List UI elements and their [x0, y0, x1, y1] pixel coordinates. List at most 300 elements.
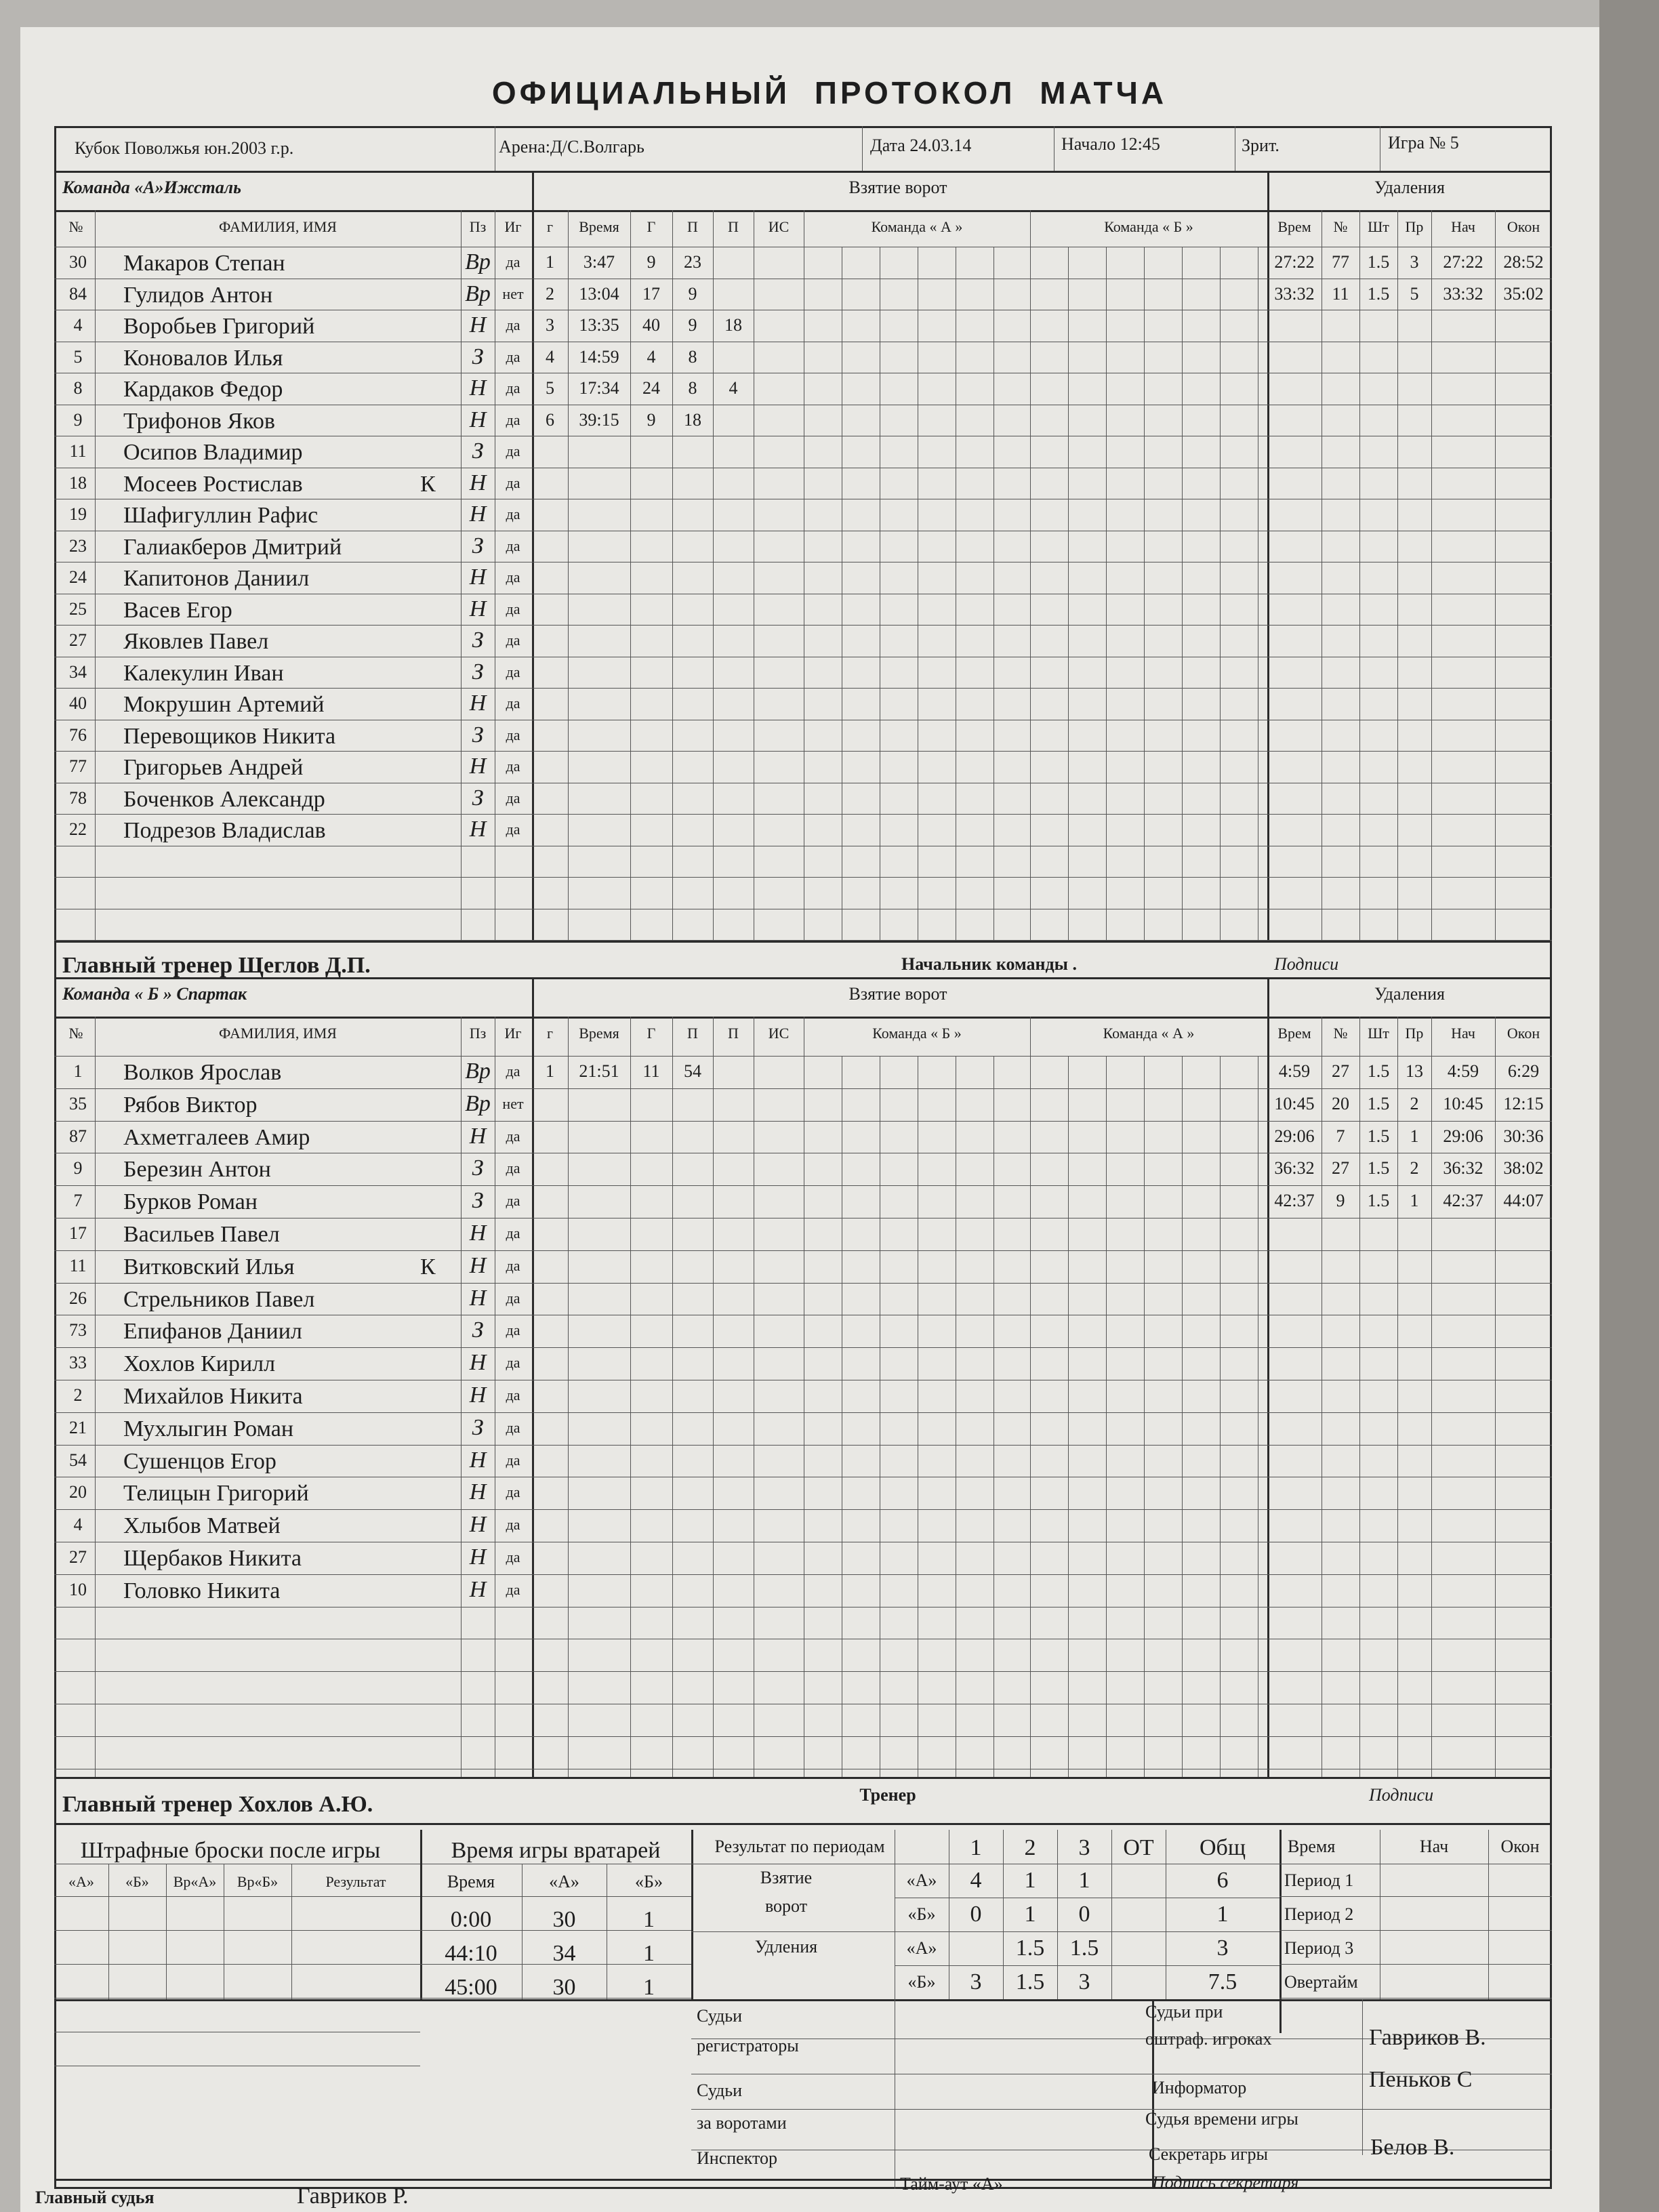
results-team-mark: «А»	[906, 1870, 937, 1890]
column-line	[1068, 1056, 1069, 1777]
officials-secretary-label: Секретарь игры	[1149, 2144, 1268, 2164]
results-goals-label: Взятие	[760, 1868, 813, 1887]
team-b-penalty-cell: 27	[1332, 1061, 1349, 1081]
rule-line	[420, 1964, 691, 1965]
officials-inspector-label: Инспектор	[697, 2148, 777, 2168]
rule-line	[54, 1823, 1552, 1825]
timeout-a-label: Тайм-аут «А»	[900, 2174, 1003, 2194]
officials-informer-label: Информатор	[1152, 2078, 1247, 2097]
column-line	[1111, 1830, 1112, 1999]
team-a-goal-cell: 9	[647, 409, 656, 430]
column-header-first-team: Команда « А »	[871, 218, 963, 235]
rule-line	[1279, 1930, 1552, 1931]
column-line	[532, 977, 534, 1777]
rule-line	[1279, 1896, 1552, 1897]
team-a-player-name: Галиакберов Дмитрий	[123, 534, 342, 560]
team-a-penalty-cell: 11	[1332, 283, 1349, 304]
results-value: 4	[970, 1868, 982, 1893]
team-b-player-name: Епифанов Даниил	[123, 1319, 302, 1345]
officials-secretary-name: Белов В.	[1370, 2135, 1455, 2160]
officials-time-judge-label: Судья времени игры	[1145, 2109, 1298, 2129]
period-row-label: Период 1	[1284, 1870, 1354, 1890]
results-value: 1.5	[1015, 1969, 1045, 1994]
team-a-goal-cell: 5	[546, 378, 554, 398]
team-a-penalty-cell: 35:02	[1503, 283, 1544, 304]
team-a-player-number: 11	[69, 441, 87, 461]
team-b-penalty-cell: 1.5	[1367, 1061, 1390, 1081]
column-line	[1106, 1056, 1107, 1777]
team-a-penalty-cell: 5	[1410, 283, 1419, 304]
team-b-player-played: да	[506, 1160, 520, 1177]
rule-line	[54, 1445, 1552, 1446]
team-b-penalties-title: Удаления	[1374, 984, 1446, 1004]
rule-line	[54, 1574, 1552, 1575]
team-b-player-position: Н	[469, 1285, 487, 1311]
results-value: 3	[970, 1969, 982, 1994]
date-label: Дата 24.03.14	[870, 136, 972, 155]
team-a-coach: Главный тренер Щеглов Д.П.	[62, 953, 371, 978]
column-header-goal-5: ИС	[768, 1025, 790, 1042]
team-a-goal-cell: 8	[688, 346, 697, 367]
team-a-penalty-cell: 3	[1410, 252, 1419, 272]
column-header-penalty-4: Нач	[1451, 1025, 1475, 1042]
team-a-player-played: да	[506, 695, 520, 712]
team-a-goal-cell: 17:34	[579, 378, 619, 398]
goalie-time-cell: 34	[552, 1941, 576, 1966]
rule-line	[420, 1930, 691, 1931]
team-a-player-name: Капитонов Даниил	[123, 566, 310, 591]
rule-line	[691, 1999, 1552, 2001]
column-header-goal-5: ИС	[768, 218, 790, 235]
team-a-player-position: З	[472, 344, 484, 369]
column-header-name: ФАМИЛИЯ, ИМЯ	[219, 218, 337, 235]
team-b-player-name: Мухлыгин Роман	[123, 1416, 294, 1441]
team-b-player-played: да	[506, 1289, 520, 1307]
team-a-goal-cell: 39:15	[579, 409, 619, 430]
team-a-player-name: Калекулин Иван	[123, 660, 284, 686]
column-header-penalty-3: Пр	[1405, 218, 1424, 235]
column-header-goal-0: г	[546, 218, 554, 235]
rule-line	[54, 1185, 1552, 1186]
main-judge-name: Гавриков Р.	[297, 2184, 409, 2209]
team-b-player-played: да	[506, 1387, 520, 1404]
rule-line	[54, 1347, 1552, 1348]
team-b-penalty-cell: 27	[1332, 1158, 1349, 1179]
officials-informer-name: Пеньков С	[1369, 2067, 1473, 2092]
rule-line	[54, 1896, 691, 1897]
column-line	[1488, 1830, 1489, 1999]
team-a-player-position: Н	[469, 375, 487, 401]
team-b-penalty-cell: 36:32	[1274, 1158, 1315, 1179]
column-line	[672, 1017, 673, 1777]
start-time-label: Начало 12:45	[1061, 134, 1160, 154]
goalie-time-cell: 44:10	[445, 1941, 497, 1966]
rule-line	[54, 1930, 420, 1931]
team-a-player-number: 23	[69, 535, 87, 556]
team-b-player-position: Н	[469, 1221, 487, 1246]
rule-line	[420, 1998, 691, 1999]
results-value: 0	[970, 1902, 982, 1927]
team-a-player-name: Осипов Владимир	[123, 440, 303, 465]
results-value: 6	[1216, 1868, 1229, 1893]
officials-box-judges-name: Гавриков В.	[1369, 2025, 1486, 2050]
rule-line	[54, 1998, 420, 1999]
team-a-captain-mark: К	[420, 471, 436, 497]
rule-line	[54, 1736, 1552, 1737]
team-b-penalty-cell: 1.5	[1367, 1093, 1390, 1113]
column-header-goal-0: г	[546, 1025, 554, 1042]
team-a-goal-cell: 18	[724, 315, 742, 335]
team-a-player-played: да	[506, 600, 520, 617]
team-b-penalty-cell: 44:07	[1503, 1191, 1544, 1211]
team-b-player-position: Вр	[465, 1059, 491, 1084]
team-b-penalty-cell: 42:37	[1443, 1191, 1483, 1211]
team-a-goal-cell: 9	[688, 283, 697, 304]
team-b-player-name: Телицын Григорий	[123, 1481, 309, 1507]
team-b-goal-cell: 1	[546, 1061, 554, 1081]
team-a-goal-cell: 17	[642, 283, 660, 304]
team-a-goal-cell: 23	[684, 252, 701, 272]
team-b-penalty-cell: 13	[1406, 1061, 1423, 1081]
team-b-player-played: да	[506, 1580, 520, 1598]
periods-column-header: Нач	[1419, 1837, 1449, 1856]
team-a-player-number: 76	[69, 724, 87, 745]
arena-label: Арена:Д/С.Волгарь	[499, 137, 644, 157]
team-a-penalty-cell: 1.5	[1367, 252, 1390, 272]
team-a-player-name: Боченков Александр	[123, 786, 325, 812]
results-value: 1.5	[1015, 1936, 1045, 1961]
team-b-penalty-cell: 1.5	[1367, 1158, 1390, 1179]
team-b-player-played: да	[506, 1192, 520, 1210]
team-b-player-name: Головко Никита	[123, 1578, 281, 1603]
officials-goal-judges-label: за воротами	[697, 2113, 787, 2133]
column-line	[713, 1017, 714, 1777]
team-b-player-name: Бурков Роман	[123, 1189, 258, 1215]
team-b-player-number: 21	[69, 1417, 87, 1437]
team-a-player-name: Трифонов Яков	[123, 408, 275, 434]
shootout-title: Штрафные броски после игры	[80, 1838, 381, 1863]
team-a-player-played: да	[506, 474, 520, 491]
team-b-player-name: Михайлов Никита	[123, 1384, 303, 1409]
team-b-goal-cell: 11	[642, 1061, 660, 1081]
rule-line	[895, 1965, 1279, 1966]
team-a-player-played: да	[506, 758, 520, 775]
goalie-time-cell: 1	[643, 1907, 655, 1932]
column-line	[630, 1017, 631, 1777]
team-a-player-name: Воробьев Григорий	[123, 314, 315, 339]
officials-reg-judges-label: регистраторы	[697, 2036, 799, 2055]
team-b-player-number: 54	[69, 1450, 87, 1470]
team-a-player-number: 5	[73, 346, 83, 367]
team-b-player-number: 73	[69, 1320, 87, 1340]
team-a-player-position: З	[472, 785, 484, 811]
team-a-player-name: Григорьев Андрей	[123, 755, 304, 780]
team-a-player-number: 34	[69, 661, 87, 682]
team-a-player-played: да	[506, 443, 520, 459]
team-a-penalty-cell: 27:22	[1443, 252, 1483, 272]
period-row-label: Период 3	[1284, 1938, 1354, 1958]
team-b-player-played: нет	[502, 1094, 524, 1112]
column-header-penalty-3: Пр	[1405, 1025, 1424, 1042]
team-a-player-played: да	[506, 348, 520, 365]
results-goals-label: ворот	[764, 1896, 808, 1916]
team-b-player-played: да	[506, 1451, 520, 1469]
team-b-player-number: 87	[69, 1126, 87, 1146]
rule-line	[691, 2109, 1552, 2110]
team-b-penalty-cell: 1.5	[1367, 1191, 1390, 1211]
column-header-first-team: Команда « Б »	[872, 1025, 962, 1042]
column-header-goal-3: П	[687, 218, 698, 235]
team-a-player-position: З	[472, 722, 484, 747]
team-a-goal-cell: 13:04	[579, 283, 619, 304]
team-a-player-played: да	[506, 253, 520, 270]
team-a-player-name: Подрезов Владислав	[123, 818, 326, 843]
team-a-player-played: да	[506, 632, 520, 649]
results-value: 3	[1078, 1969, 1090, 1994]
column-header-goal-4: П	[728, 218, 739, 235]
secretary-signature-label: Подпись секретаря	[1152, 2173, 1299, 2192]
team-a-player-name: Васев Егор	[123, 597, 232, 623]
team-b-penalty-cell: 30:36	[1503, 1126, 1544, 1146]
team-a-player-played: да	[506, 537, 520, 554]
results-value: 7.5	[1208, 1969, 1237, 1994]
column-line	[1030, 210, 1031, 941]
team-b-player-position: Н	[469, 1350, 487, 1376]
results-column-header: Общ	[1199, 1835, 1246, 1860]
rule-line	[54, 210, 1552, 212]
team-b-goals-title: Взятие ворот	[848, 984, 947, 1004]
team-b-player-number: 17	[69, 1223, 87, 1243]
column-header-num: №	[68, 218, 83, 235]
team-b-captain-mark: К	[420, 1254, 436, 1279]
team-b-penalty-cell: 7	[1336, 1126, 1345, 1146]
results-value: 1	[1078, 1868, 1090, 1893]
team-a-player-played: да	[506, 569, 520, 586]
column-line	[568, 1017, 569, 1777]
team-a-player-name: Гулидов Антон	[123, 282, 273, 308]
column-line	[95, 1017, 96, 1777]
team-a-player-played: да	[506, 726, 520, 743]
team-b-player-played: да	[506, 1322, 520, 1339]
rule-line	[54, 751, 1552, 752]
column-header-goal-4: П	[728, 1025, 739, 1042]
team-b-player-position: З	[472, 1414, 484, 1440]
team-a-goal-cell: 3:47	[583, 252, 615, 272]
column-header-penalty-0: Врем	[1277, 1025, 1311, 1042]
team-b-player-number: 4	[73, 1515, 83, 1535]
results-column-header: 3	[1078, 1835, 1090, 1860]
column-line	[1495, 210, 1496, 941]
goalie-time-header: «А»	[549, 1872, 579, 1891]
spectators-label: Зрит.	[1242, 136, 1279, 155]
column-line	[1220, 1056, 1221, 1777]
officials-goal-judges-label: Судьи	[697, 2081, 743, 2100]
team-a-goal-cell: 13:35	[579, 315, 619, 335]
rule-line	[54, 2179, 1552, 2181]
team-a-player-position: Н	[469, 312, 487, 337]
team-a-goal-cell: 4	[647, 346, 656, 367]
team-a-player-name: Коновалов Илья	[123, 345, 283, 371]
results-team-mark: «Б»	[907, 1904, 936, 1924]
rule-line	[691, 1931, 1279, 1932]
rule-line	[54, 1671, 1552, 1672]
team-a-penalty-cell: 27:22	[1274, 252, 1315, 272]
column-header-goal-3: П	[687, 1025, 698, 1042]
results-column-header: 2	[1024, 1835, 1036, 1860]
team-b-player-number: 33	[69, 1353, 87, 1373]
team-a-player-played: нет	[502, 285, 524, 302]
team-a-player-number: 18	[69, 472, 87, 493]
goalie-time-header: «Б»	[635, 1872, 663, 1891]
team-a-goal-cell: 4	[729, 378, 738, 398]
column-line	[1144, 1056, 1145, 1777]
results-value: 0	[1078, 1902, 1090, 1927]
team-a-goal-cell: 1	[546, 252, 554, 272]
results-value: 3	[1216, 1936, 1229, 1961]
periods-column-header: Время	[1288, 1837, 1336, 1856]
team-a-player-played: да	[506, 663, 520, 680]
team-a-player-played: да	[506, 821, 520, 838]
goalie-time-title: Время игры вратарей	[451, 1838, 661, 1863]
team-a-penalty-cell: 1.5	[1367, 283, 1390, 304]
rule-line	[54, 1999, 691, 2001]
column-header-goal-2: Г	[647, 218, 656, 235]
page-title: ОФИЦИАЛЬНЫЙ ПРОТОКОЛ МАТЧА	[491, 75, 1168, 110]
column-header-penalty-0: Врем	[1277, 218, 1311, 235]
team-a-player-number: 8	[73, 378, 83, 398]
game-number-label: Игра № 5	[1388, 133, 1459, 152]
team-a-player-number: 40	[69, 693, 87, 713]
team-a-goal-cell: 2	[546, 283, 554, 304]
team-a-player-number: 25	[69, 598, 87, 619]
team-a-player-position: З	[472, 628, 484, 653]
team-a-player-name: Макаров Степан	[123, 251, 285, 276]
team-a-player-position: Н	[469, 596, 487, 621]
team-b-penalty-cell: 36:32	[1443, 1158, 1483, 1179]
team-b-penalty-cell: 2	[1410, 1093, 1419, 1113]
shootout-column-header: «Б»	[125, 1873, 149, 1890]
goalie-time-cell: 45:00	[445, 1975, 497, 2000]
column-line	[1359, 210, 1360, 941]
desk-background	[1599, 0, 1659, 2212]
team-a-player-position: Вр	[465, 249, 491, 274]
results-column-header: ОТ	[1123, 1835, 1154, 1860]
shootout-column-header: Результат	[325, 1873, 386, 1890]
rule-line	[54, 1412, 1552, 1413]
team-b-penalty-cell: 1	[1410, 1126, 1419, 1146]
goalie-time-cell: 30	[552, 1975, 576, 2000]
team-b-player-position: Вр	[465, 1090, 491, 1116]
team-b-player-number: 9	[73, 1158, 83, 1179]
team-a-player-number: 24	[69, 567, 87, 587]
team-b-penalty-cell: 10:45	[1274, 1093, 1315, 1113]
team-b-penalty-cell: 29:06	[1443, 1126, 1483, 1146]
main-judge-label: Главный судья	[35, 2188, 155, 2207]
column-header-second-team: Команда « А »	[1103, 1025, 1195, 1042]
results-value: 1	[1216, 1902, 1229, 1927]
rule-line	[54, 1509, 1552, 1510]
column-line	[862, 126, 863, 171]
team-a-player-position: З	[472, 533, 484, 558]
tournament-label: Кубок Поволжья юн.2003 г.р.	[75, 138, 294, 158]
team-b-player-name: Хохлов Кирилл	[123, 1351, 276, 1377]
column-line	[1182, 1056, 1183, 1777]
column-header-num: №	[68, 1025, 83, 1042]
team-a-player-number: 77	[69, 756, 87, 776]
column-header-penalty-1: №	[1333, 1025, 1348, 1042]
officials-box-judges-label: оштраф. игроках	[1145, 2029, 1272, 2049]
column-line	[1030, 1017, 1031, 1777]
team-b-penalty-cell: 1	[1410, 1191, 1419, 1211]
rule-line	[54, 1056, 1552, 1057]
team-b-player-position: З	[472, 1155, 484, 1181]
team-a-goal-cell: 14:59	[579, 346, 619, 367]
column-header-played: Иг	[504, 218, 522, 235]
team-a-player-name: Мосеев Ростислав	[123, 471, 303, 497]
team-b-player-number: 1	[73, 1061, 83, 1081]
periods-column-header: Окон	[1500, 1837, 1540, 1856]
team-a-player-number: 78	[69, 787, 87, 808]
team-a-player-name: Перевощиков Никита	[123, 723, 336, 749]
results-value: 1.5	[1069, 1936, 1099, 1961]
team-a-player-number: 4	[73, 315, 83, 335]
team-b-player-position: Н	[469, 1123, 487, 1149]
team-a-goal-cell: 4	[546, 346, 554, 367]
team-a-player-position: Н	[469, 691, 487, 716]
team-a-player-number: 9	[73, 409, 83, 430]
column-line	[1279, 1830, 1282, 2033]
team-b-goal-cell: 21:51	[579, 1061, 619, 1081]
rule-line	[1279, 1998, 1552, 1999]
team-b-player-name: Стрельников Павел	[123, 1286, 315, 1312]
team-b-penalty-cell: 4:59	[1278, 1061, 1311, 1081]
team-a-player-position: Вр	[465, 281, 491, 306]
team-a-penalty-cell: 33:32	[1443, 283, 1483, 304]
results-column-header: 1	[970, 1835, 982, 1860]
team-a-player-position: Н	[469, 407, 487, 432]
rule-line	[54, 1777, 1552, 1779]
team-a-penalty-cell: 28:52	[1503, 252, 1544, 272]
team-b-signatures-label: Подписи	[1369, 1785, 1434, 1805]
results-penalties-label: Удления	[754, 1937, 818, 1957]
team-a-goals-title: Взятие ворот	[848, 178, 947, 197]
column-header-goal-1: Время	[579, 218, 619, 235]
team-a-goal-cell: 6	[546, 409, 554, 430]
team-b-player-position: Н	[469, 1252, 487, 1278]
team-b-penalty-cell: 6:29	[1507, 1061, 1540, 1081]
team-b-player-played: да	[506, 1225, 520, 1242]
team-b-player-number: 20	[69, 1482, 87, 1502]
column-header-penalty-2: Шт	[1368, 218, 1389, 235]
team-b-penalty-cell: 38:02	[1503, 1158, 1544, 1179]
team-a-player-played: да	[506, 316, 520, 333]
officials-reg-judges-label: Судьи	[697, 2006, 743, 2026]
team-a-player-name: Шафигуллин Рафис	[123, 503, 319, 528]
column-header-penalty-5: Окон	[1507, 218, 1540, 235]
rule-line	[54, 1283, 1552, 1284]
results-title: Результат по периодам	[714, 1837, 885, 1856]
column-line	[1362, 1999, 1363, 2155]
results-team-mark: «Б»	[907, 1972, 936, 1992]
period-row-label: Овертайм	[1284, 1972, 1358, 1992]
team-b-player-played: да	[506, 1127, 520, 1145]
team-b-player-position: З	[472, 1317, 484, 1343]
team-b-player-position: Н	[469, 1479, 487, 1505]
team-b-player-name: Васильев Павел	[123, 1222, 280, 1247]
team-b-player-played: да	[506, 1483, 520, 1501]
team-b-player-number: 10	[69, 1579, 87, 1599]
team-b-player-name: Хлыбов Матвей	[123, 1513, 281, 1539]
